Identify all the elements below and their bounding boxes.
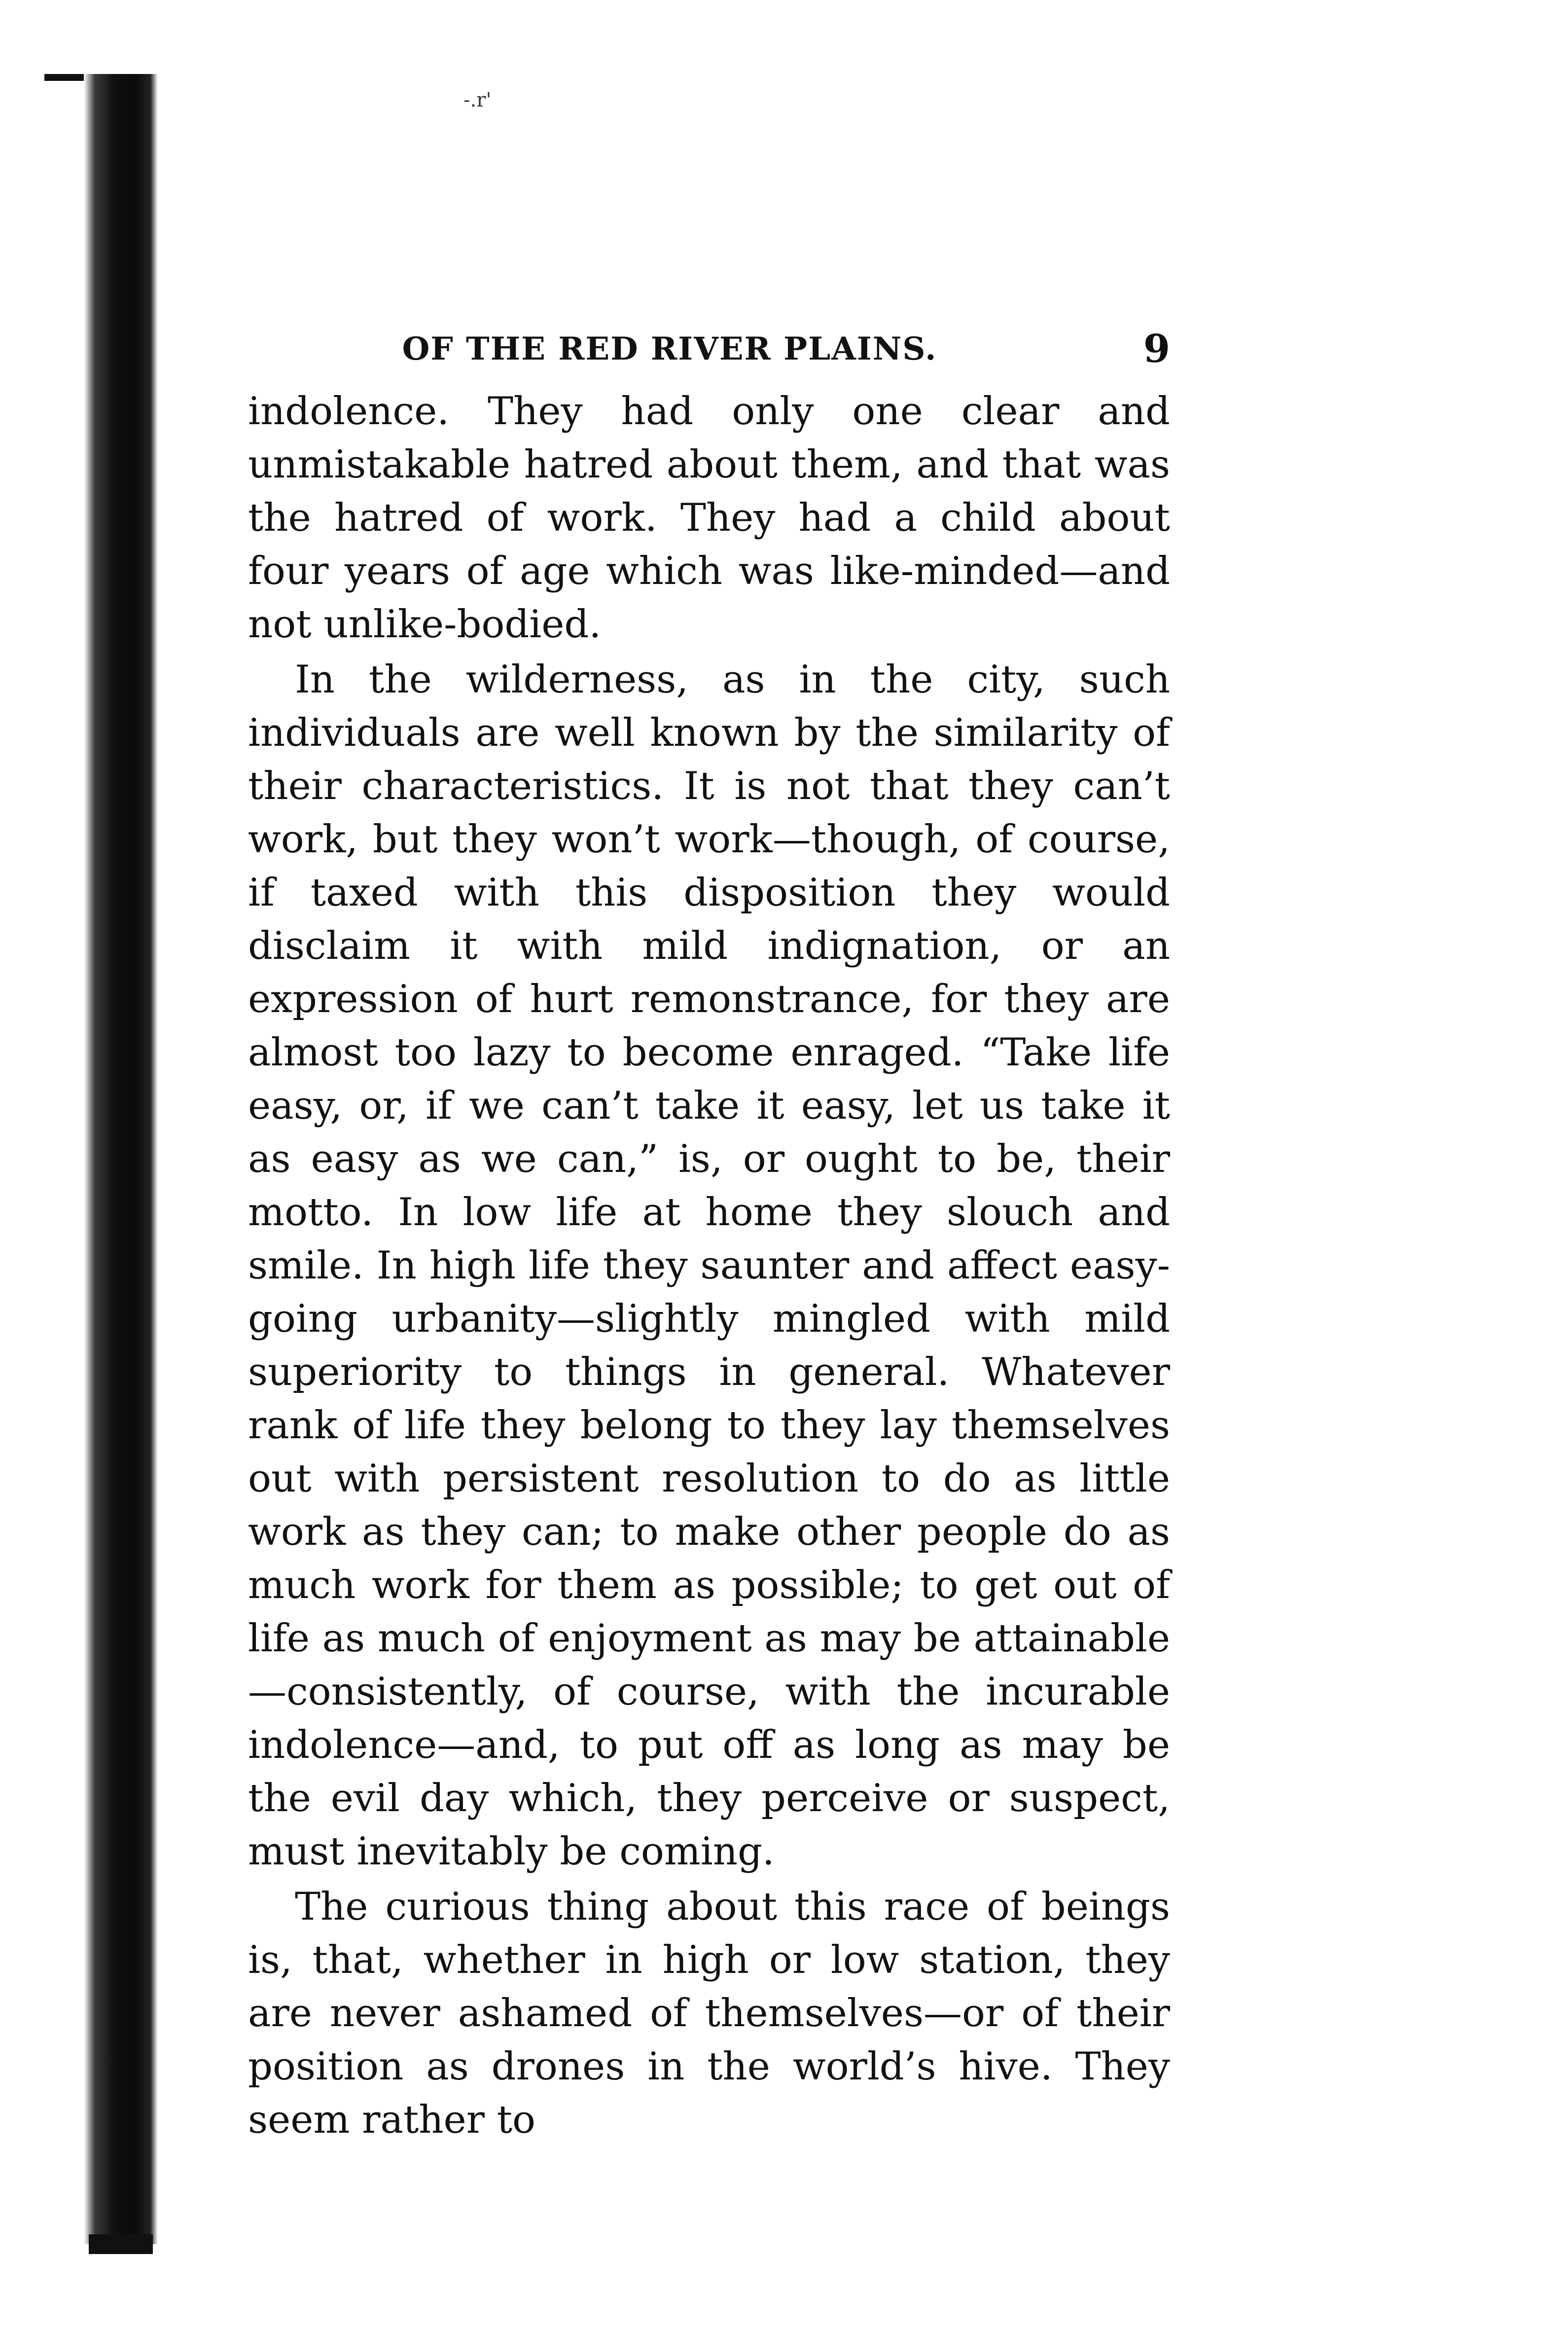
book-page bbox=[248, 327, 1170, 2147]
running-title: OF THE RED RIVER PLAINS. bbox=[402, 330, 937, 367]
binding-foot bbox=[89, 2234, 153, 2254]
top-speck-mark: -.r' bbox=[463, 89, 492, 111]
paragraph: The curious thing about this race of beings is, that, whether in high or low station, they are never ashamed of themselves—or of their position as drones in the world’s hive. They seem rather to bbox=[248, 1885, 1170, 2142]
book-binding-shadow bbox=[84, 74, 158, 2244]
paragraph-continuation: indolence. They had only one clear and unmistakable hatred about them, and that was the hatred of work. They had a child about four years of age which was like-minded—and not unlike-bodied. bbox=[248, 389, 1170, 647]
paragraph: In the wilderness, as in the city, such individuals are well known by the similarity of their characteristics. It is not that they can’t work, but they won’t work—though, of course, if taxed with this disposition they would disclaim it with mild indignation, or an expression of hurt remonstrance, for they are almost too lazy to become enraged. “Take life easy, or, if we can’t take it easy, let us take it as easy as we can,” is, or ought to be, their motto. In low life at home they slouch and smile. In high life they saunter and affect easy-going urbanity—slightly mingled with mild superiority to things in general. Whatever rank of life they belong to they lay themselves out with persistent resolution to do as little work as they can; to make other people do as much work for them as possible; to get out of life as much of enjoyment as may be attainable—consistently, of course, with the incurable indolence—and, to put off as long as may be the evil day which, they perceive or suspect, must inevitably be coming. bbox=[248, 657, 1170, 1874]
running-head bbox=[248, 327, 1170, 385]
body-text bbox=[248, 385, 1170, 2147]
page-number: 9 bbox=[1143, 327, 1170, 371]
